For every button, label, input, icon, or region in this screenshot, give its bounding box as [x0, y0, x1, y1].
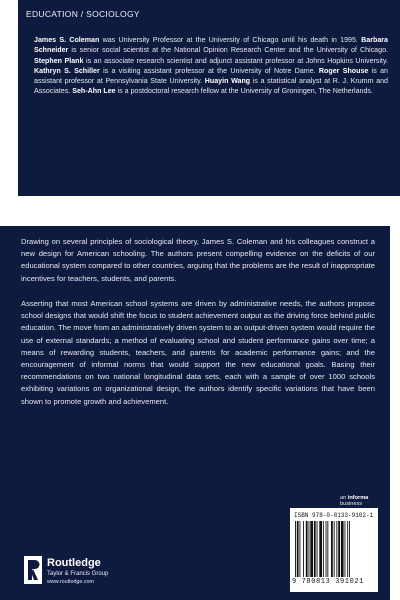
- author-bio-text: is a postdoctoral research fellow at the University of Groningen, The Netherlands.: [115, 87, 373, 96]
- barcode-bar: [297, 521, 299, 577]
- author-bio-text: is senior social scientist at the National Opinion Research Center and the University of Chicago.: [68, 46, 388, 55]
- barcode-bar: [306, 521, 308, 577]
- publisher-name: Routledge: [47, 557, 101, 569]
- author-bio-text: is a visiting assistant professor at the University of Notre Dame.: [99, 66, 319, 75]
- author-name: Huayin Wang: [204, 77, 251, 85]
- barcode-bar: [341, 521, 344, 577]
- author-name: Kathryn S. Schiller: [34, 66, 100, 75]
- barcode-bar: [309, 521, 310, 577]
- routledge-logo-icon: [24, 556, 42, 584]
- author-panel: [18, 0, 400, 196]
- category-label: EDUCATION / SOCIOLOGY: [26, 9, 140, 19]
- informa-prefix: an: [340, 495, 348, 501]
- description-panel: [0, 226, 390, 600]
- barcode-bar: [327, 521, 328, 577]
- left-margin: [0, 0, 18, 196]
- barcode-bar: [345, 521, 346, 577]
- author-bio-text: is a statistical analyst at R. J. Krumm and Associates.: [34, 77, 388, 96]
- barcode-bar: [326, 521, 327, 577]
- barcode-bar: [331, 521, 333, 577]
- informa-suffix: business: [340, 501, 363, 507]
- barcode-bar: [310, 521, 313, 577]
- publisher-block: [47, 557, 108, 586]
- barcode-bar: [314, 521, 316, 577]
- barcode-icon: [294, 521, 374, 577]
- description-paragraph-1: Drawing on several principles of sociological theory, James S. Coleman and his colleagues construct a new design for American schooling. The authors present compelling evidence on the deficits of our educational system compared to other countries, arguing that the problems are the result of inappropriate incentives for teachers, students, and parents.: [21, 237, 375, 283]
- barcode-bar: [319, 521, 322, 577]
- author-name: Seh-Ahn Lee: [72, 87, 116, 96]
- barcode-digits: 9 780813 391021: [292, 578, 365, 586]
- publisher-group: Taylor & Francis Group: [47, 571, 109, 577]
- isbn-text: ISBN 978-0-8133-9102-1: [294, 512, 374, 519]
- barcode-bar: [349, 521, 350, 577]
- barcode-bar: [336, 521, 337, 577]
- author-bio-text: was University Professor at the University of Chicago until his death in 1995.: [99, 36, 362, 44]
- panel-divider: [0, 196, 400, 226]
- description-paragraph-2: Asserting that most American school systems are driven by administrative needs, the authors propose school designs that would shift the focus to student achievement output as the driving force behind public education. The move from an administratively driven system to an output-driven system would require the use of external standards; a method of evaluating school and student performance gains over time; a means of rewarding students, teachers, and parents for academic performance gains; and the encouragement of informal norms that would support the new educational goals. Basing their recommendations on two national longitudinal data sets, each with a sample of over 1000 schools exhibiting variations on organizational design, the authors identify specific variations that have been shown to promote growth and achievement.: [21, 299, 375, 406]
- barcode-bar: [317, 521, 318, 577]
- author-bio-text: is an assistant professor at Pennsylvania State University.: [34, 66, 388, 85]
- informa-brand: informa: [347, 495, 369, 501]
- publisher-url: www.routledge.com: [47, 579, 95, 585]
- barcode-bar: [295, 521, 296, 577]
- author-name: Roger Shouse: [318, 66, 369, 75]
- barcode-bar: [334, 521, 335, 577]
- barcode-bar: [303, 521, 304, 577]
- author-name: Stephen Plank: [34, 56, 84, 65]
- author-bios: [34, 35, 388, 97]
- author-bio-text: is an associate research scientist and adjunct assistant professor at Johns Hopkins University.: [83, 56, 388, 65]
- informa-tagline: [340, 495, 390, 507]
- author-name: Barbara Schneider: [34, 36, 388, 55]
- author-name: James S. Coleman: [34, 36, 100, 44]
- barcode-bar: [347, 521, 348, 577]
- barcode-bar: [338, 521, 340, 577]
- barcode-bar: [300, 521, 301, 577]
- barcode-bar: [323, 521, 324, 577]
- barcode-box: [290, 508, 378, 592]
